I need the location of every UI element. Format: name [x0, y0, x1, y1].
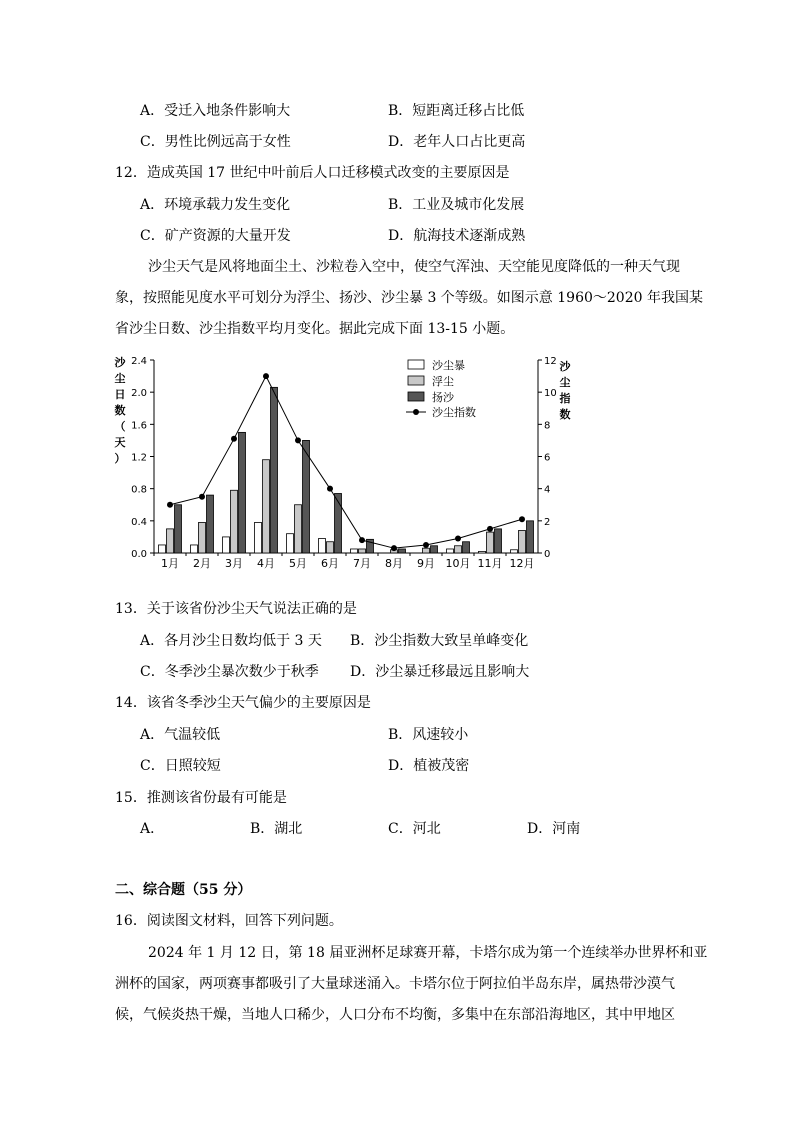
y-left-tick-label: 1.6	[131, 420, 147, 432]
bar-扬沙	[527, 521, 534, 553]
bar-扬沙	[399, 549, 406, 553]
x-tick-label: 11月	[477, 557, 503, 570]
bar-浮尘	[423, 548, 430, 553]
bar-沙尘暴	[479, 551, 486, 553]
bar-沙尘暴	[319, 539, 326, 553]
q11-option-a: A．受迁入地条件影响大	[140, 103, 291, 119]
dust-index-point	[167, 502, 173, 508]
legend-line-marker	[413, 409, 419, 415]
dust-index-point	[327, 486, 333, 492]
x-tick-label: 5月	[289, 557, 307, 570]
q14-option-c: C．日照较短	[140, 758, 221, 774]
bar-浮尘	[359, 549, 366, 553]
bar-沙尘暴	[255, 522, 262, 553]
q15-option-c: C．河北	[388, 821, 441, 837]
legend-swatch-沙尘暴	[408, 360, 424, 369]
q12-stem: 12．造成英国 17 世纪中叶前后人口迁移模式改变的主要原因是	[115, 165, 510, 181]
passage1-line2: 象，按照能见度水平可划分为浮尘、扬沙、沙尘暴 3 个等级。如图示意 1960～2020 年我国某	[115, 290, 703, 306]
legend-label-沙尘指数: 沙尘指数	[432, 406, 476, 419]
bar-浮尘	[487, 532, 494, 553]
q15-option-a: A．	[140, 821, 165, 837]
bar-扬沙	[303, 440, 310, 553]
q13-option-c: C．冬季沙尘暴次数少于秋季	[140, 664, 319, 680]
y-right-tick-label: 8	[544, 420, 551, 432]
bar-沙尘暴	[511, 550, 518, 553]
dust-index-point	[455, 536, 461, 542]
q16-passage-line3: 候，气候炎热干燥，当地人口稀少，人口分布不均衡，多集中在东部沿海地区，其中甲地区	[115, 1007, 675, 1023]
q12-option-a: A．环境承载力发生变化	[140, 197, 291, 213]
dust-index-line	[170, 376, 522, 548]
bar-浮尘	[519, 530, 526, 553]
q14-option-d: D．植被茂密	[388, 758, 470, 774]
y-left-tick-label: 2.0	[131, 388, 147, 400]
y-left-tick-label: 0.4	[131, 516, 147, 528]
x-tick-label: 7月	[353, 557, 371, 570]
q12-option-c: C．矿产资源的大量开发	[140, 228, 291, 244]
x-tick-label: 1月	[161, 557, 179, 570]
dust-index-point	[359, 537, 365, 543]
bar-沙尘暴	[223, 537, 230, 553]
x-tick-label: 6月	[321, 557, 339, 570]
x-tick-label: 10月	[445, 557, 471, 570]
bar-浮尘	[167, 529, 174, 553]
q11-option-c: C．男性比例远高于女性	[140, 134, 291, 150]
x-tick-label: 12月	[509, 557, 535, 570]
dust-index-point	[199, 494, 205, 500]
y-left-tick-label: 1.2	[131, 452, 147, 464]
legend-swatch-浮尘	[408, 376, 424, 385]
x-tick-label: 8月	[385, 557, 403, 570]
bar-扬沙	[207, 495, 214, 553]
bar-沙尘暴	[447, 549, 454, 553]
q13-option-a: A．各月沙尘日数均低于 3 天	[140, 633, 322, 649]
legend-label-扬沙: 扬沙	[432, 391, 454, 404]
q14-option-a: A．气温较低	[140, 727, 221, 743]
q11-option-d: D．老年人口占比更高	[388, 134, 526, 150]
y-axis-right-label: 沙尘指数	[559, 360, 571, 421]
bar-沙尘暴	[287, 534, 294, 553]
bar-浮尘	[327, 542, 334, 553]
bar-扬沙	[495, 529, 502, 553]
bar-扬沙	[175, 505, 182, 553]
dust-index-point	[295, 437, 301, 443]
y-right-tick-label: 10	[544, 388, 557, 400]
bar-扬沙	[239, 432, 246, 553]
x-tick-label: 2月	[193, 557, 211, 570]
dust-chart	[108, 350, 588, 572]
dust-index-point	[487, 526, 493, 532]
bar-浮尘	[199, 522, 206, 553]
q16-passage-line2: 洲杯的国家，两项赛事都吸引了大量球迷涌入。卡塔尔位于阿拉伯半岛东岸，属热带沙漠气	[115, 976, 675, 992]
bar-浮尘	[231, 490, 238, 553]
bar-扬沙	[431, 546, 438, 553]
q15-option-d: D．河南	[527, 821, 581, 837]
bar-沙尘暴	[159, 545, 166, 553]
q16-passage-line1: 2024 年 1 月 12 日，第 18 届亚洲杯足球赛开幕，卡塔尔成为第一个连续举办世界杯和亚	[148, 945, 708, 961]
q11-option-b: B．短距离迁移占比低	[388, 103, 525, 119]
q12-option-d: D．航海技术逐渐成熟	[388, 228, 526, 244]
q13-option-d: D．沙尘暴迁移最远且影响大	[350, 664, 530, 680]
q15-stem: 15．推测该省份最有可能是	[115, 790, 287, 806]
legend-label-浮尘: 浮尘	[432, 375, 454, 388]
y-left-tick-label: 0.8	[131, 484, 147, 496]
bar-浮尘	[455, 546, 462, 553]
q15-option-b: B．湖北	[250, 821, 303, 837]
section2-heading: 二、综合题（55 分）	[115, 882, 252, 898]
x-tick-label: 4月	[257, 557, 275, 570]
bar-沙尘暴	[191, 545, 198, 553]
y-right-tick-label: 6	[544, 452, 551, 464]
q13-stem: 13．关于该省份沙尘天气说法正确的是	[115, 601, 357, 617]
y-axis-left-label: 沙尘日数（天）	[114, 356, 126, 465]
y-right-tick-label: 0	[544, 549, 551, 560]
legend-label-沙尘暴: 沙尘暴	[432, 359, 465, 372]
passage1-line1: 沙尘天气是风将地面尘土、沙粒卷入空中，使空气浑浊、天空能见度降低的一种天气现	[148, 259, 680, 275]
passage1-line3: 省沙尘日数、沙尘指数平均月变化。据此完成下面 13-15 小题。	[115, 321, 515, 337]
q16-stem: 16．阅读图文材料，回答下列问题。	[115, 913, 343, 929]
bar-沙尘暴	[351, 549, 358, 553]
bar-浮尘	[295, 505, 302, 553]
q12-option-b: B．工业及城市化发展	[388, 197, 525, 213]
q14-option-b: B．风速较小	[388, 727, 469, 743]
legend-swatch-扬沙	[408, 392, 424, 401]
q14-stem: 14．该省冬季沙尘天气偏少的主要原因是	[115, 695, 371, 711]
bar-浮尘	[263, 460, 270, 553]
y-right-tick-label: 4	[544, 484, 551, 496]
dust-index-point	[519, 516, 525, 522]
x-tick-label: 9月	[417, 557, 435, 570]
q13-option-b: B．沙尘指数大致呈单峰变化	[350, 633, 529, 649]
y-right-tick-label: 12	[544, 356, 557, 367]
dust-index-point	[391, 545, 397, 551]
y-left-tick-label: 0.0	[131, 549, 147, 560]
y-right-tick-label: 2	[544, 516, 551, 528]
dust-index-point	[423, 542, 429, 548]
y-left-tick-label: 2.4	[131, 356, 147, 367]
dust-index-point	[231, 436, 237, 442]
bar-扬沙	[271, 387, 278, 553]
x-tick-label: 3月	[225, 557, 243, 570]
dust-index-point	[263, 373, 269, 379]
bar-扬沙	[463, 542, 470, 553]
